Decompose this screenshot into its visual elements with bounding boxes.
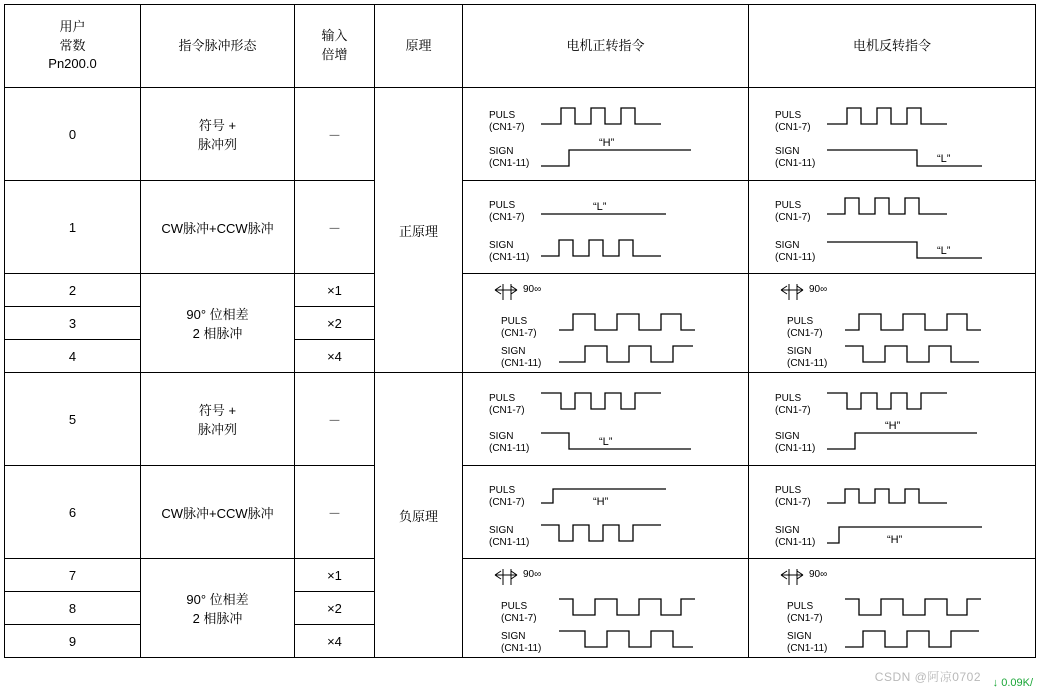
svg-text:PULS: PULS [500,316,527,327]
cell-constant: 4 [5,340,141,373]
cell-pulse-form [141,274,295,373]
pulse-form-line: 2 相脉冲 [192,326,243,341]
header-reverse-command: 电机反转指令 [749,5,1036,88]
svg-text:(CN1-11): (CN1-11) [787,643,828,654]
table-row [5,559,1036,592]
svg-text:(CN1-11): (CN1-11) [775,158,816,169]
svg-text:(CN1-7): (CN1-7) [787,328,823,339]
cell-constant: 8 [5,592,141,625]
svg-text:“L”: “L” [937,245,951,257]
svg-text:“H”: “H” [598,137,614,149]
header-line: Pn200.0 [48,56,97,72]
download-speed-indicator: ↓ 0.09K/ [992,677,1033,689]
pulse-form-line: 符号 + [198,118,237,133]
svg-text:(CN1-11): (CN1-11) [775,443,816,454]
svg-text:PULS: PULS [488,110,515,121]
svg-text:(CN1-11): (CN1-11) [500,643,541,654]
svg-text:“H”: “H” [887,534,903,546]
svg-text:(CN1-11): (CN1-11) [787,358,828,369]
header-line: 用户 [59,18,86,34]
cell-reverse-waveform [749,181,1036,274]
svg-text:PULS: PULS [488,485,515,496]
table-row [5,274,1036,307]
svg-text:PULS: PULS [787,601,814,612]
header-line: 输入 [321,28,348,44]
cell-principle-negative: 负原理 [375,373,463,658]
cell-principle-positive: 正原理 [375,88,463,373]
pulse-form-line: 90° 位相差 [186,592,249,607]
svg-text:SIGN: SIGN [775,525,800,536]
pulse-form-line: 90° 位相差 [186,307,249,322]
svg-text:(CN1-11): (CN1-11) [488,537,529,548]
cell-constant: 0 [5,88,141,181]
svg-text:(CN1-11): (CN1-11) [488,252,529,263]
cell-pulse-form: CW脉冲+CCW脉冲 [141,181,295,274]
svg-text:SIGN: SIGN [488,431,513,442]
cell-reverse-waveform [749,466,1036,559]
svg-text:(CN1-7): (CN1-7) [488,405,525,416]
svg-text:(CN1-11): (CN1-11) [488,443,529,454]
svg-text:PULS: PULS [500,601,527,612]
svg-text:SIGN: SIGN [488,240,513,251]
svg-text:“L”: “L” [937,153,951,165]
pulse-form-line: 脉冲列 [197,137,237,152]
cell-pulse-form [141,88,295,181]
header-line: 常数 [59,37,86,53]
svg-text:(CN1-7): (CN1-7) [775,212,811,223]
svg-text:(CN1-7): (CN1-7) [787,613,823,624]
svg-text:(CN1-7): (CN1-7) [488,497,525,508]
cell-multiplier: ×4 [295,625,375,658]
cell-reverse-waveform [749,274,1036,373]
cell-multiplier: ×4 [295,340,375,373]
cell-constant: 6 [5,466,141,559]
table-header-row [5,5,1036,88]
svg-text:(CN1-7): (CN1-7) [488,212,525,223]
cell-reverse-waveform [749,373,1036,466]
header-multiplier [295,5,375,88]
svg-text:PULS: PULS [775,110,802,121]
svg-text:PULS: PULS [488,393,515,404]
svg-text:(CN1-11): (CN1-11) [775,252,816,263]
table-row [5,466,1036,559]
cell-constant: 1 [5,181,141,274]
pulse-command-table [4,4,1036,658]
svg-text:SIGN: SIGN [775,431,800,442]
svg-text:(CN1-7): (CN1-7) [775,122,811,133]
svg-text:SIGN: SIGN [500,346,525,357]
header-line: 倍增 [321,47,348,62]
header-forward-command: 电机正转指令 [463,5,749,88]
svg-text:(CN1-7): (CN1-7) [500,328,537,339]
pulse-form-line: 2 相脉冲 [192,611,243,626]
cell-multiplier: － [295,373,375,466]
svg-text:(CN1-7): (CN1-7) [488,122,525,133]
cell-forward-waveform [463,466,749,559]
svg-text:SIGN: SIGN [500,631,525,642]
cell-reverse-waveform [749,559,1036,658]
cell-multiplier: － [295,88,375,181]
cell-multiplier: ×2 [295,307,375,340]
pulse-form-line: 符号 + [198,403,237,418]
svg-text:(CN1-7): (CN1-7) [500,613,537,624]
svg-text:SIGN: SIGN [787,346,812,357]
svg-text:“H”: “H” [592,496,608,508]
cell-forward-waveform [463,181,749,274]
cell-forward-waveform [463,274,749,373]
table-row [5,88,1036,181]
svg-text:90∞: 90∞ [522,284,541,295]
svg-text:PULS: PULS [775,393,802,404]
cell-constant: 7 [5,559,141,592]
svg-text:PULS: PULS [488,200,515,211]
svg-text:“L”: “L” [598,436,612,448]
cell-multiplier: － [295,181,375,274]
cell-forward-waveform [463,559,749,658]
cell-forward-waveform [463,373,749,466]
cell-constant: 5 [5,373,141,466]
cell-pulse-form: CW脉冲+CCW脉冲 [141,466,295,559]
svg-text:(CN1-11): (CN1-11) [488,158,529,169]
cell-reverse-waveform [749,88,1036,181]
svg-text:“L”: “L” [592,201,606,213]
cell-pulse-form [141,373,295,466]
svg-text:SIGN: SIGN [775,240,800,251]
svg-text:(CN1-11): (CN1-11) [500,358,541,369]
cell-constant: 9 [5,625,141,658]
cell-multiplier: ×2 [295,592,375,625]
svg-text:SIGN: SIGN [775,146,800,157]
svg-text:SIGN: SIGN [787,631,812,642]
cell-pulse-form [141,559,295,658]
svg-text:90∞: 90∞ [809,284,828,295]
svg-text:(CN1-7): (CN1-7) [775,497,811,508]
cell-multiplier: ×1 [295,274,375,307]
header-user-constant [5,5,141,88]
svg-text:SIGN: SIGN [488,525,513,536]
header-pulse-form: 指令脉冲形态 [141,5,295,88]
svg-text:(CN1-11): (CN1-11) [775,537,816,548]
svg-text:(CN1-7): (CN1-7) [775,405,811,416]
cell-multiplier: ×1 [295,559,375,592]
pulse-form-line: 脉冲列 [197,422,237,437]
table-row [5,181,1036,274]
cell-forward-waveform [463,88,749,181]
svg-text:PULS: PULS [775,485,802,496]
cell-constant: 3 [5,307,141,340]
svg-text:90∞: 90∞ [809,569,828,580]
svg-text:90∞: 90∞ [522,569,541,580]
svg-text:PULS: PULS [775,200,802,211]
cell-multiplier: － [295,466,375,559]
svg-text:PULS: PULS [787,316,814,327]
table-row [5,373,1036,466]
svg-text:SIGN: SIGN [488,146,513,157]
cell-constant: 2 [5,274,141,307]
csdn-watermark: CSDN @阿凉0702 [874,670,981,684]
svg-text:“H”: “H” [885,420,901,432]
header-principle: 原理 [375,5,463,88]
